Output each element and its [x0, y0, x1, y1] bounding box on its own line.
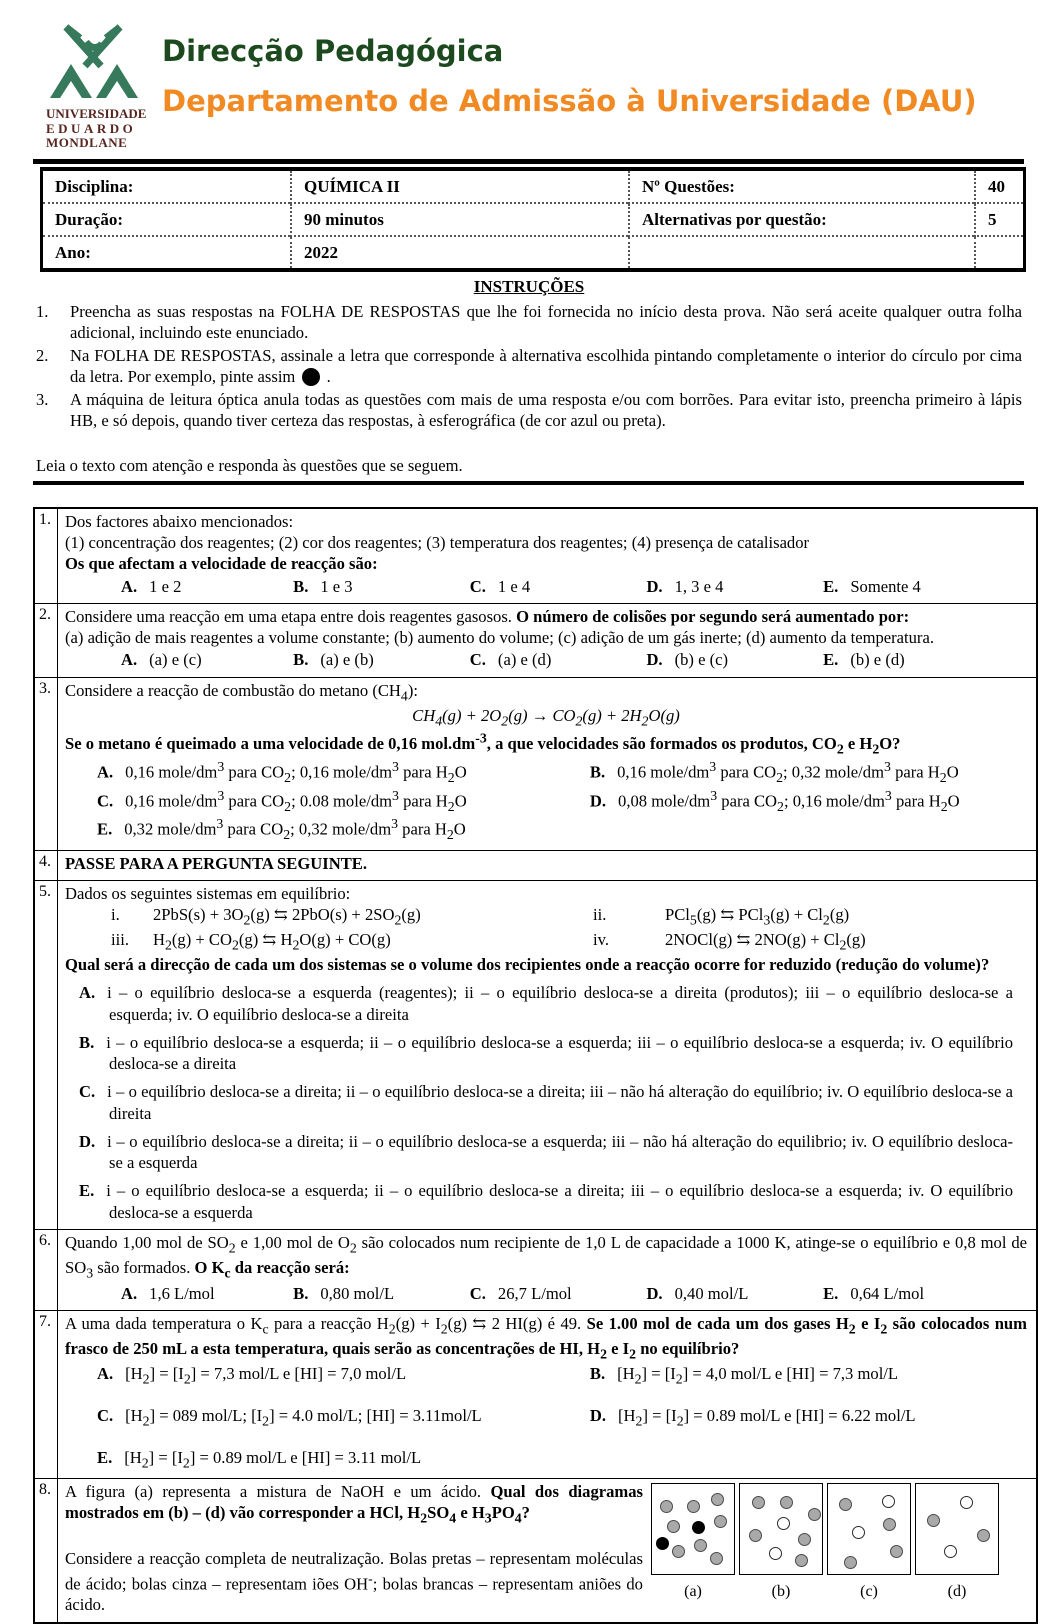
answer-option: E. $[H_2] = [I_2] = 0.89$ mol/L e [HI] = 3.11 mol/L: [97, 1448, 422, 1471]
header: [0, 0, 1058, 151]
answer-option: A. 1 e 2: [121, 576, 182, 596]
hydroxide-ion-ball: [710, 1552, 723, 1565]
hydroxide-ion-ball: [752, 1496, 765, 1509]
hydroxide-ion-ball: [977, 1529, 990, 1542]
system-numeral: ii.: [593, 905, 607, 925]
option-letter: C.: [79, 1082, 96, 1102]
option-letter: E.: [823, 650, 839, 670]
answer-option: B. (a) e (b): [293, 650, 374, 670]
question-row: [35, 678, 1036, 851]
hydroxide-ion-ball: [844, 1556, 857, 1569]
question-body: [58, 1479, 1036, 1621]
option-letter: C.: [469, 650, 486, 670]
answer-option: C. 26,7 L/mol: [469, 1283, 572, 1303]
instruction-text: A máquina de leitura óptica anula todas as questões com mais de uma resposta e/ou com borrões. Para evitar isto, preencha primeiro à lápis HB, e só depois, quando tiver certeza das respostas, à esferográfica (de cor azul ou preta).: [70, 389, 1022, 431]
info-cell: Nº Questões:: [628, 171, 974, 204]
acid-anion-ball: [882, 1495, 895, 1508]
question-row: [35, 509, 1036, 604]
question-number: 3.: [35, 678, 58, 850]
question-paragraph: Os que afectam a velocidade de reacção são:: [65, 554, 378, 574]
option-letter: D.: [589, 1406, 607, 1426]
question-row: [35, 851, 1036, 881]
option-letter: C.: [469, 576, 486, 596]
option-letter: C.: [97, 791, 114, 811]
header-titles: [162, 22, 977, 118]
hydroxide-ion-ball: [711, 1493, 724, 1506]
answer-option: D. 1, 3 e 4: [646, 576, 724, 596]
question-body: [58, 1311, 1036, 1478]
info-cell: Alternativas por questão:: [628, 204, 974, 237]
answer-option: B. 0,80 mol/L: [293, 1283, 395, 1303]
acid-anion-ball: [960, 1496, 973, 1509]
acid-anion-ball: [769, 1547, 782, 1560]
answer-option: A. 0,16 mole/$dm^3$ para $CO_2$; 0,16 mole/$dm^3$ para $H_2O$: [97, 759, 467, 786]
answer-option: B. $[H_2] = [I_2] = 4,0$ mol/L e [HI] = 7,3 mol/L: [589, 1364, 899, 1387]
system-equation: $2PbS(s) + 3O_2(g)$ ⇆ $2PbO(s) + 2SO_2(g)$: [153, 905, 421, 928]
info-cell: 40: [974, 171, 1023, 204]
instructions-title: INSTRUÇÕES: [473, 276, 585, 296]
option-letter: D.: [646, 650, 663, 670]
instruction-number: 2.: [36, 345, 49, 365]
spacer: [65, 1527, 643, 1548]
option-letter: A.: [79, 983, 96, 1003]
question-number: 4.: [35, 851, 58, 880]
questions-table: [33, 507, 1038, 1624]
option-letter: A.: [121, 650, 138, 670]
question-body: [58, 851, 1036, 880]
acid-molecule-ball: [692, 1521, 705, 1534]
question-paragraph: Se o metano é queimado a uma velocidade de 0,16 $mol.dm^{-3}$, a que velocidades são formados os produtos, $CO_2$ e $H_2O$?: [65, 730, 901, 757]
question-text-column: [65, 1481, 643, 1615]
hydroxide-ion-ball: [927, 1514, 940, 1527]
question-body: [58, 881, 1036, 1229]
instruction-number: 3.: [36, 389, 49, 409]
question-body: [58, 509, 1036, 603]
molecule-diagrams: [643, 1481, 1027, 1615]
option-letter: E.: [823, 1283, 839, 1303]
question-number: 1.: [35, 509, 58, 603]
answer-option: C. $[H_2] = 089$ mol/L; $[I_2] = 4.0$ mol/L; [HI] = 3.11mol/L: [97, 1406, 482, 1429]
answer-option: E. i – o equilíbrio desloca-se a esquerda; ii – o equilíbrio desloca-se a direita; iii – o equilíbrio desloca-se a esquerda; iv. O equilíbrio desloca-se a esquerda: [79, 1181, 1013, 1222]
option-letter: E.: [79, 1181, 95, 1201]
hydroxide-ion-ball: [714, 1515, 727, 1528]
question-paragraph: Dos factores abaixo mencionados:: [65, 512, 294, 532]
diagram-label: (d): [947, 1583, 967, 1601]
question-paragraph: Considere a reacção completa de neutralização. Bolas pretas – representam moléculas de ácido; bolas cinza – representam iões OH-; bolas brancas – representam aniões do ácido.: [65, 1549, 643, 1615]
option-letter: D.: [646, 576, 663, 596]
acid-anion-ball: [944, 1545, 957, 1558]
question-paragraph: A uma dada temperatura o $K_c$ para a reacção $H_2(g) + I_2(g)$ ⇆ 2 HI(g) é 49. Se 1.00 mol de cada um dos gases $H_2$ e $I_2$ são colocados num frasco de 250 mL a esta temperatura, quais serão as concentrações de HI, $H_2$ e $I_2$ no equilíbrio?: [65, 1314, 1027, 1362]
instruction-item: [36, 345, 1022, 388]
answer-option: A. i – o equilíbrio desloca-se a esquerda (reagentes); ii – o equilíbrio desloca-se a direita (produtos); iii – o equilíbrio desloca-se a esquerda; iv. O equilíbrio desloca-se a direita: [79, 983, 1013, 1024]
hydroxide-ion-ball: [883, 1518, 896, 1531]
hydroxide-ion-ball: [890, 1545, 903, 1558]
system-equation: PCl$_5$(g) ⇆ $PCl_3(g) + Cl_2(g)$: [665, 905, 850, 928]
answer-option: A. 1,6 L/mol: [121, 1283, 215, 1303]
option-letter: D.: [79, 1131, 96, 1151]
question-paragraph: Considere uma reacção em uma etapa entre dois reagentes gasosos. O número de colisões por segundo será aumentado por:: [65, 606, 910, 626]
info-cell: Ano:: [55, 242, 91, 262]
diagram-label: (c): [860, 1583, 878, 1601]
instruction-item: [36, 301, 1022, 344]
info-cell: QUÍMICA II: [290, 171, 628, 204]
answer-option: D. 0,40 mol/L: [646, 1283, 749, 1303]
option-letter: E.: [823, 576, 839, 596]
answer-option: D. $[H_2] = [I_2] = 0.89$ mol/L e [HI] = 6.22 mol/L: [589, 1406, 916, 1429]
question-row: [35, 604, 1036, 678]
question-row: [35, 1479, 1036, 1621]
hydroxide-ion-ball: [808, 1508, 821, 1521]
answer-option: C. (a) e (d): [469, 650, 552, 670]
equilibrium-systems: [65, 904, 1027, 954]
option-letter: D.: [646, 1283, 663, 1303]
question-body: [58, 678, 1036, 850]
answer-option: E. 0,64 L/mol: [823, 1283, 925, 1303]
chemical-equation: $CH_4(g) + 2O_2(g) \to CO_2(g) + 2H_2O(g)$: [412, 705, 680, 728]
option-letter: B.: [589, 1364, 606, 1384]
diagram-label: (a): [684, 1583, 702, 1601]
option-letter: C.: [469, 1283, 486, 1303]
question-row: [35, 881, 1036, 1230]
option-letter: A.: [97, 762, 114, 782]
question-row: [35, 1230, 1036, 1311]
question-paragraph: Qual será a direcção de cada um dos sistemas se o volume dos recipientes onde a reacção ocorre for reduzido (redução do volume)?: [65, 955, 990, 975]
question-body: [58, 1230, 1036, 1310]
info-cell: 5: [974, 204, 1023, 237]
uem-logo: [46, 22, 154, 151]
options-grid: [65, 1363, 1027, 1472]
instruction-item: [36, 389, 1022, 432]
info-cell: 90 minutos: [290, 204, 628, 237]
options-row: [65, 649, 1027, 670]
hydroxide-ion-ball: [694, 1539, 707, 1552]
answer-option: E. 0,32 mole/$dm^3$ para $CO_2$; 0,32 mole/$dm^3$ para $H_2O$: [97, 816, 466, 843]
question-with-figure: [65, 1481, 1027, 1615]
hydroxide-ion-ball: [839, 1498, 852, 1511]
info-cell: Disciplina:: [43, 171, 290, 204]
option-letter: B.: [79, 1032, 95, 1052]
diagram-label: (b): [771, 1583, 791, 1601]
info-cell: [628, 237, 974, 268]
university-name: [46, 107, 154, 151]
diagram-labels: [651, 1582, 1027, 1602]
option-letter: A.: [121, 1283, 138, 1303]
question-paragraph: (1) concentração dos reagentes; (2) cor dos reagentes; (3) temperatura dos reagentes; (4) presença de catalisador: [65, 533, 810, 553]
system-numeral: i.: [111, 905, 120, 925]
question-paragraph: Considere a reacção de combustão do metano $(CH_4)$:: [65, 680, 418, 703]
options-row: [65, 576, 1027, 597]
exam-info-table: [40, 167, 1026, 272]
question-row: [35, 1311, 1036, 1479]
hydroxide-ion-ball: [667, 1520, 680, 1533]
instruction-number: 1.: [36, 301, 49, 321]
uem-emblem-icon: [46, 22, 146, 100]
option-letter: B.: [293, 576, 309, 596]
section-divider: [33, 481, 1024, 485]
answer-option: A. $[H_2] = [I_2] = 7,3$ mol/L e [HI] = 7,0 mol/L: [97, 1364, 407, 1387]
answer-option: B. i – o equilíbrio desloca-se a esquerda; ii – o equilíbrio desloca-se a esquerda; iii – o equilíbrio desloca-se a esquerda; iv. O equilíbrio desloca-se a direita: [79, 1032, 1013, 1074]
instruction-text: Preencha as suas respostas na FOLHA DE RESPOSTAS que lhe foi fornecida no início desta prova. Não será aceite qualquer outra folha adicional, incluindo este enunciado.: [70, 301, 1022, 343]
option-letter: A.: [97, 1364, 114, 1384]
question-paragraph: PASSE PARA A PERGUNTA SEGUINTE.: [65, 853, 367, 873]
university-line: UNIVERSIDADE: [46, 106, 147, 121]
answer-option: E. (b) e (d): [823, 650, 905, 670]
header-divider: [33, 159, 1024, 164]
question-body: [58, 604, 1036, 677]
answer-option: A. (a) e (c): [121, 650, 202, 670]
lead-text: Leia o texto com atenção e responda às questões que se seguem.: [36, 456, 463, 476]
options-row: [65, 1283, 1027, 1304]
option-letter: E.: [97, 819, 113, 839]
direction-title: Direcção Pedagógica: [162, 34, 504, 68]
question-number: 8.: [35, 1479, 58, 1621]
department-title: Departamento de Admissão à Universidade (DAU): [162, 84, 977, 118]
instructions-list: [36, 301, 1022, 432]
hydroxide-ion-ball: [780, 1496, 793, 1509]
university-line: MONDLANE: [46, 135, 128, 151]
question-number: 7.: [35, 1311, 58, 1478]
filled-circle-example: [302, 368, 320, 386]
answer-option: C. 0,16 mole/$dm^3$ para $CO_2$; 0.08 mole/$dm^3$ para $H_2O$: [97, 787, 467, 814]
system-numeral: iv.: [593, 930, 609, 950]
question-number: 5.: [35, 881, 58, 1229]
hydroxide-ion-ball: [795, 1554, 808, 1567]
info-cell: 2022: [290, 237, 628, 268]
acid-molecule-ball: [656, 1537, 669, 1550]
hydroxide-ion-ball: [672, 1545, 685, 1558]
question-paragraph: A figura (a) representa a mistura de NaOH e um ácido. Qual dos diagramas mostrados em (b) – (d) vão corresponder a HCl, $H_2SO_4$ e $H_3PO_4$?: [65, 1482, 643, 1526]
options-grid: [65, 758, 1027, 844]
info-cell: [974, 237, 1023, 268]
answer-option: B. 0,16 mole/$dm^3$ para $CO_2$; 0,32 mole/$dm^3$ para $H_2O$: [589, 759, 959, 786]
hydroxide-ion-ball: [749, 1529, 762, 1542]
info-cell: Duração:: [43, 204, 290, 237]
question-paragraph: Quando 1,00 mol de $SO_2$ e 1,00 mol de $O_2$ são colocados num recipiente de 1,0 L de capacidade a 1000 K, atinge-se o equilíbrio e 0,8 mol de $SO_3$ são formados. O $K_c$ da reacção será:: [65, 1232, 1027, 1281]
option-letter: B.: [293, 1283, 309, 1303]
answer-option: E. Somente 4: [823, 576, 921, 596]
instruction-text: Na FOLHA DE RESPOSTAS, assinale a letra que corresponde à alternativa escolhida pintando completamente o interior do círculo por cima da letra. Por exemplo, pinte assim .: [70, 345, 1022, 387]
question-paragraph: (a) adição de mais reagentes a volume constante; (b) aumento do volume; (c) adição de um gás inerte; (d) aumento da temperatura.: [65, 628, 934, 648]
system-numeral: iii.: [111, 930, 129, 950]
system-equation: 2NOCl(g) ⇆ $2NO(g) + Cl_2(g)$: [665, 930, 866, 953]
answer-option: D. 0,08 mole/$dm^3$ para $CO_2$; 0,16 mole/$dm^3$ para $H_2O$: [589, 787, 960, 814]
hydroxide-ion-ball: [798, 1533, 811, 1546]
hydroxide-ion-ball: [687, 1500, 700, 1513]
acid-anion-ball: [777, 1517, 790, 1530]
question-paragraph: Dados os seguintes sistemas em equilíbrio:: [65, 884, 351, 904]
acid-anion-ball: [852, 1526, 865, 1539]
option-letter: B.: [589, 762, 606, 782]
university-line: EDUARDO: [46, 120, 137, 136]
option-letter: C.: [97, 1406, 114, 1426]
option-letter: E.: [97, 1448, 113, 1468]
option-letter: D.: [589, 791, 607, 811]
answer-option: C. i – o equilíbrio desloca-se a direita; ii – o equilíbrio desloca-se a direita; iii – não há alteração do equilíbrio; iv. O equilíbrio desloca-se a direita: [79, 1082, 1013, 1123]
answer-option: D. (b) e (c): [646, 650, 729, 670]
answer-option: D. i – o equilíbrio desloca-se a direita; ii – o equilíbrio desloca-se a esquerda; iii – não há alteração do equilibrio; iv. O equilíbrio desloca-se a esquerda: [79, 1131, 1013, 1173]
answer-option: C. 1 e 4: [469, 576, 531, 596]
question-number: 6.: [35, 1230, 58, 1310]
answer-option: B. 1 e 3: [293, 576, 353, 596]
option-letter: B.: [293, 650, 309, 670]
option-letter: A.: [121, 576, 138, 596]
hydroxide-ion-ball: [660, 1500, 673, 1513]
question-number: 2.: [35, 604, 58, 677]
system-equation: $H_2(g) + CO_2(g)$ ⇆ $H_2O(g) + CO(g)$: [153, 930, 391, 953]
